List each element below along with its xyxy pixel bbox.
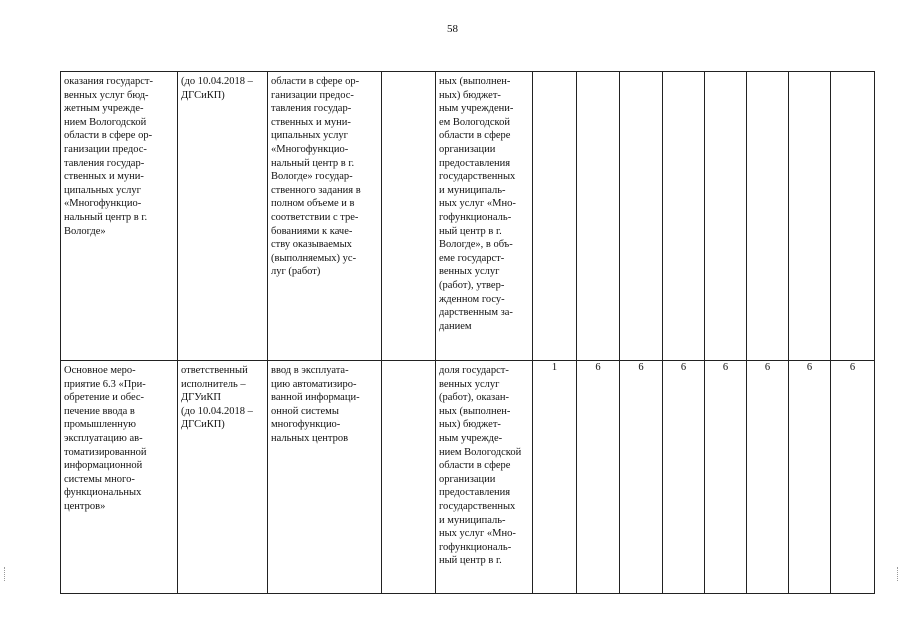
value-cell <box>747 72 789 361</box>
value-cell <box>789 72 831 361</box>
value-cell <box>663 72 705 361</box>
indicator-cell: доля государст- венных услуг (работ), оказан- ных (выполнен- ных) бюджет- ным учрежде- нием Вологодской области в сфере организации предоставления государственных и муниципаль- ных услуг «Мно- гофункциональ- ный центр в г. <box>436 361 533 594</box>
expected-result-cell: ввод в эксплуата- цию автоматизиро- ванной информаци- онной системы многофункцио- нальных центров <box>268 361 382 594</box>
table-row <box>61 72 875 361</box>
table-row <box>61 361 875 594</box>
value-cell <box>705 72 747 361</box>
value-cell: 6 <box>705 361 747 594</box>
event-name-cell: Основное меро- приятие 6.3 «При- обретение и обес- печение ввода в промышленную эксплуатацию ав- томатизированной информационной системы много- функциональных центров» <box>61 361 178 594</box>
value-cell: 6 <box>747 361 789 594</box>
event-name-cell: оказания государст- венных услуг бюд- жетным учрежде- нием Вологодской области в сфере ор- ганизации предос- тавления государ- ственных и муни- ципальных услуг «Многофункцио- нальный центр в г. Вологде» <box>61 72 178 361</box>
value-cell: 6 <box>663 361 705 594</box>
value-cell <box>620 72 663 361</box>
value-cell <box>533 72 577 361</box>
page-number: 58 <box>447 23 458 35</box>
indicator-cell: ных (выполнен- ных) бюджет- ным учреждени- ем Вологодской области в сфере организации предоставления государственных и муниципаль- ных услуг «Мно- гофункциональ- ный центр в г. Вологде», в объ- еме государст- венных услуг (работ), утвер- жденном госу- дарственным за- данием <box>436 72 533 361</box>
program-table <box>60 71 875 594</box>
scan-margin-mark <box>4 567 7 581</box>
value-cell: 6 <box>620 361 663 594</box>
value-cell <box>577 72 620 361</box>
empty-cell <box>382 72 436 361</box>
value-cell: 6 <box>831 361 875 594</box>
scan-margin-mark <box>897 567 900 581</box>
expected-result-cell: области в сфере ор- ганизации предос- тавления государ- ственных и муни- ципальных услуг «Многофункцио- нальный центр в г. Вологде» государ- ственного задания в полном объеме и в соответствии с тре- бованиями к каче- ству оказываемых (выполняемых) ус- луг (работ) <box>268 72 382 361</box>
value-cell: 1 <box>533 361 577 594</box>
executor-cell: (до 10.04.2018 – ДГСиКП) <box>178 72 268 361</box>
value-cell: 6 <box>789 361 831 594</box>
empty-cell <box>382 361 436 594</box>
value-cell: 6 <box>577 361 620 594</box>
executor-cell: ответственный исполнитель – ДГУиКП (до 10.04.2018 – ДГСиКП) <box>178 361 268 594</box>
value-cell <box>831 72 875 361</box>
